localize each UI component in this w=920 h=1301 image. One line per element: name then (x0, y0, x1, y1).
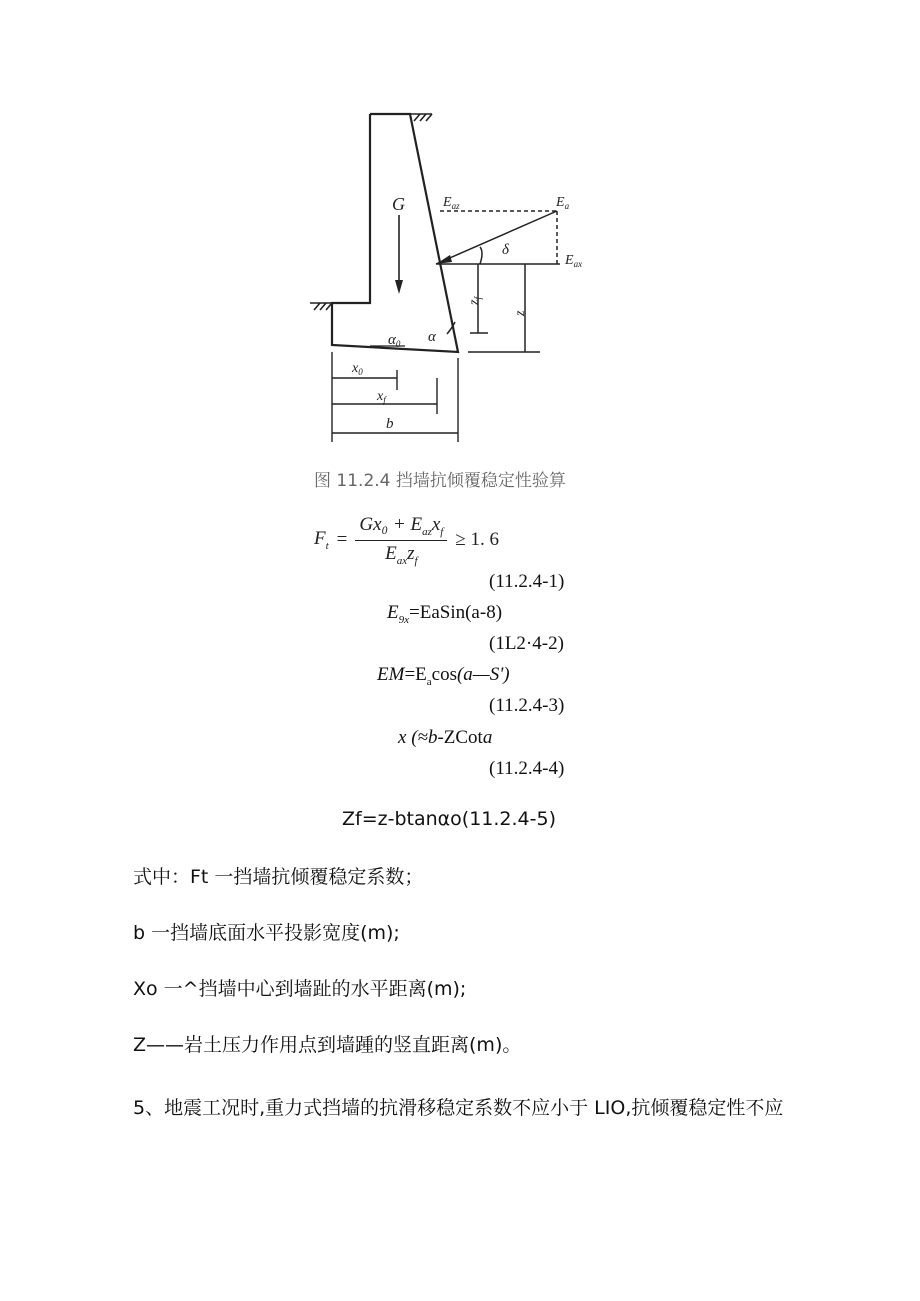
label-xf: $x_f$ (377, 389, 386, 405)
eq-4-expression: x (≈b-ZCota (398, 727, 493, 748)
formula-equals: = (336, 529, 348, 550)
gravity-arrow (395, 215, 403, 294)
definition-xo: Xo 一^挡墙中心到墙趾的水平距离(m); (133, 978, 467, 1000)
label-alpha0: $\alpha_0$ (388, 332, 401, 349)
formula-numerator: $Gx_0 + E_{az}x_f$ (355, 514, 447, 541)
eq-tag-3: (11.2.4-3) (489, 695, 565, 716)
definition-ft: 式中：Ft 一挡墙抗倾覆稳定系数； (133, 866, 424, 888)
eq-tag-2: (1L2·4-2) (489, 633, 564, 654)
eq-3-expression: $EM=E_a\cos(a—S')$ (377, 664, 510, 688)
label-x0: $x_0$ (352, 361, 363, 377)
label-Eaz: $E_{az}$ (443, 195, 460, 211)
label-z: z (513, 310, 528, 316)
clause-5: 5、地震工况时,重力式挡墙的抗滑移稳定系数不应小于 LIO,抗倾覆稳定性不应 (133, 1097, 784, 1119)
formula-lhs: $F_t$ (314, 528, 329, 552)
label-Eax: $E_{ax}$ (565, 253, 583, 269)
ground-hatch-right (410, 114, 432, 121)
eq-tag-1: (11.2.4-1) (489, 571, 565, 592)
label-b: b (386, 416, 394, 432)
formula-condition: ≥ 1. 6 (455, 529, 500, 550)
label-Ea: $E_a$ (556, 195, 570, 211)
label-zf: $z_f$ (467, 297, 483, 305)
definition-b: b 一挡墙底面水平投影宽度(m); (133, 922, 400, 944)
formula-fraction (355, 514, 447, 567)
figure-caption: 图 11.2.4 挡墙抗倾覆稳定性验算 (314, 471, 566, 491)
dimension-lines (332, 352, 458, 442)
label-alpha: α (428, 329, 436, 345)
formula-denominator: $E_{ax}z_f$ (385, 542, 418, 567)
eq-5: Zf=z-btanαo(11.2.4-5) (342, 808, 557, 830)
formula-main (314, 512, 550, 568)
definition-z: Z——岩土压力作用点到墙踵的竖直距离(m)。 (133, 1034, 522, 1056)
retaining-wall-diagram (300, 100, 600, 450)
eq-2-expression: $E_{9x}=EaSin(a-8)$ (387, 602, 503, 626)
wall-outline (332, 114, 458, 352)
label-G: G (392, 194, 405, 214)
label-delta: δ (502, 242, 509, 258)
eq-tag-4: (11.2.4-4) (489, 758, 565, 779)
